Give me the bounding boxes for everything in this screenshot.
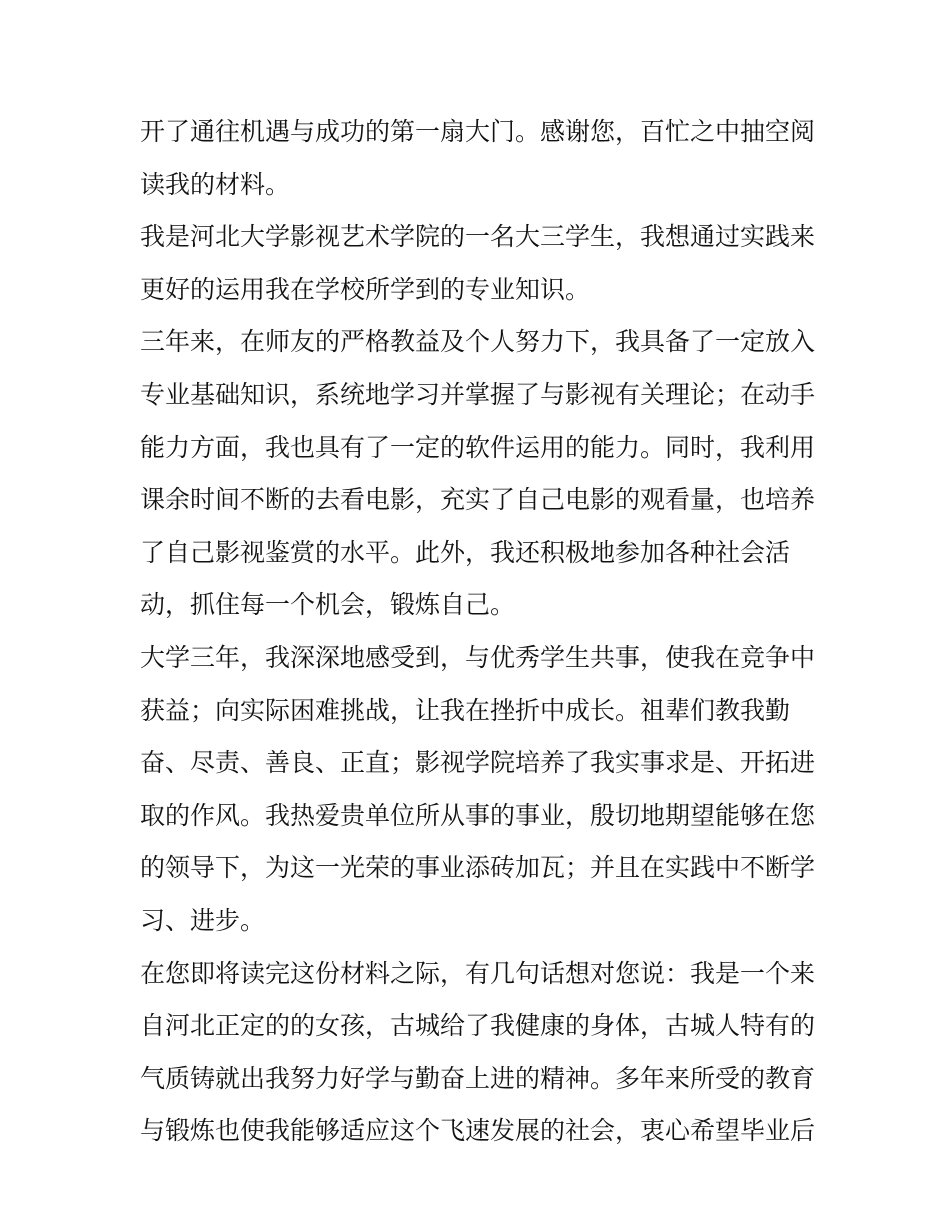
text-line: 自河北正定的的女孩，古城给了我健康的身体，古城人特有的 (140, 1011, 816, 1041)
text-line: 奋、尽责、善良、正直；影视学院培养了我实事求是、开拓进 (140, 748, 816, 778)
text-line: 更好的运用我在学校所学到的专业知识。 (140, 274, 591, 304)
text-line: 我是河北大学影视艺术学院的一名大三学生，我想通过实践来 (140, 222, 816, 252)
text-line: 专业基础知识，系统地学习并掌握了与影视有关理论；在动手 (140, 379, 816, 409)
text-line: 获益；向实际困难挑战，让我在挫折中成长。祖辈们教我勤 (140, 695, 791, 725)
text-line: 课余时间不断的去看电影，充实了自己电影的观看量，也培养 (140, 485, 816, 515)
text-line: 能力方面，我也具有了一定的软件运用的能力。同时，我利用 (140, 432, 816, 462)
text-line: 习、进步。 (140, 905, 266, 935)
document-body (140, 106, 830, 1158)
text-line: 开了通往机遇与成功的第一扇大门。感谢您，百忙之中抽空阅 (140, 117, 816, 146)
text-line: 取的作风。我热爱贵单位所从事的事业，殷切地期望能够在您 (140, 800, 816, 830)
text-line: 与锻炼也使我能够适应这个飞速发展的社会，衷心希望毕业后 (140, 1116, 816, 1146)
text-line: 大学三年，我深深地感受到，与优秀学生共事，使我在竞争中 (140, 642, 816, 672)
text-line: 了自己影视鉴赏的水平。此外，我还积极地参加各种社会活 (140, 537, 791, 567)
text-line: 气质铸就出我努力好学与勤奋上进的精神。多年来所受的教育 (140, 1063, 816, 1093)
text-line: 三年来，在师友的严格教益及个人努力下，我具备了一定放入 (140, 327, 816, 357)
text-line: 的领导下，为这一光荣的事业添砖加瓦；并且在实践中不断学 (140, 853, 816, 883)
text-line: 动，抓住每一个机会，锻炼自己。 (140, 590, 516, 620)
text-line: 在您即将读完这份材料之际，有几句话想对您说：我是一个来 (140, 958, 816, 988)
text-line: 读我的材料。 (140, 169, 291, 199)
